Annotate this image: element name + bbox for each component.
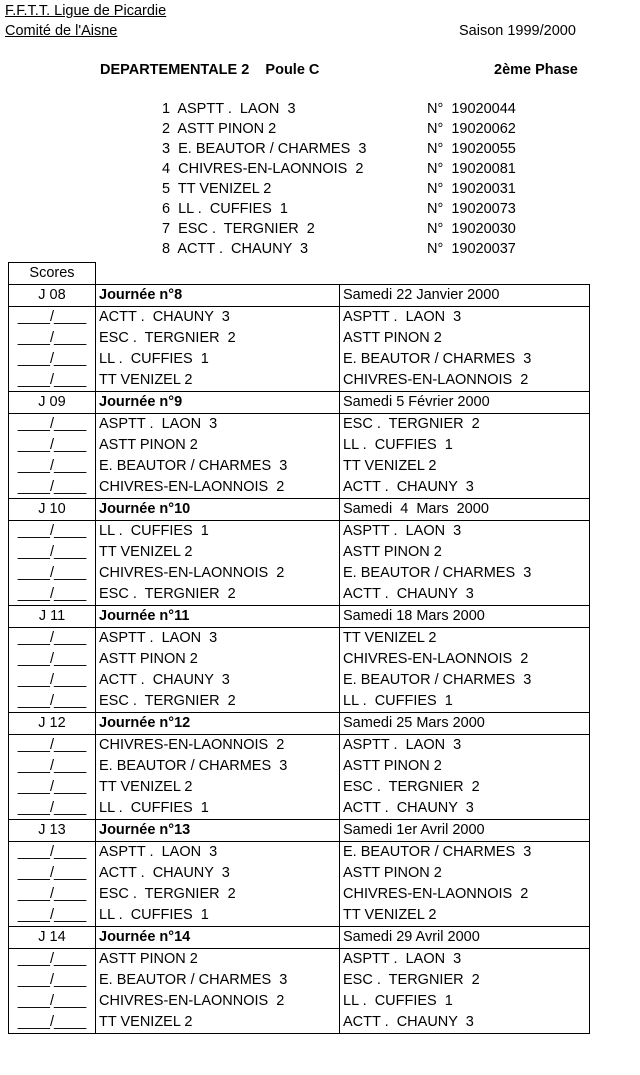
away-team: ASTT PINON 2 bbox=[340, 328, 590, 349]
match-row bbox=[9, 370, 590, 392]
away-team: CHIVRES-EN-LAONNOIS 2 bbox=[340, 649, 590, 670]
round-title: Journée n°12 bbox=[96, 713, 340, 735]
phase-label: 2ème Phase bbox=[494, 62, 578, 78]
round-title: Journée n°10 bbox=[96, 499, 340, 521]
score-blank: ____/____ bbox=[9, 798, 96, 820]
schedule-table bbox=[8, 262, 590, 1034]
round-code: J 08 bbox=[9, 285, 96, 307]
round-header-row bbox=[9, 927, 590, 949]
match-row bbox=[9, 477, 590, 499]
score-blank: ____/____ bbox=[9, 328, 96, 349]
round-date: Samedi 5 Février 2000 bbox=[340, 392, 590, 414]
away-team: ASTT PINON 2 bbox=[340, 542, 590, 563]
home-team: CHIVRES-EN-LAONNOIS 2 bbox=[96, 477, 340, 499]
round-date: Samedi 25 Mars 2000 bbox=[340, 713, 590, 735]
home-team: ASPTT . LAON 3 bbox=[96, 414, 340, 436]
away-team: TT VENIZEL 2 bbox=[340, 628, 590, 650]
team-number: N° 19020073 bbox=[427, 201, 516, 217]
round-header-row bbox=[9, 820, 590, 842]
home-team: ESC . TERGNIER 2 bbox=[96, 884, 340, 905]
home-team: ESC . TERGNIER 2 bbox=[96, 328, 340, 349]
division-title: DEPARTEMENTALE 2 Poule C bbox=[100, 62, 320, 78]
match-row bbox=[9, 584, 590, 606]
home-team: TT VENIZEL 2 bbox=[96, 777, 340, 798]
match-row bbox=[9, 435, 590, 456]
away-team: LL . CUFFIES 1 bbox=[340, 991, 590, 1012]
match-row bbox=[9, 949, 590, 971]
match-row bbox=[9, 349, 590, 370]
score-blank: ____/____ bbox=[9, 863, 96, 884]
team-entry bbox=[0, 201, 640, 221]
committee-title: Comité de l'Aisne bbox=[5, 23, 118, 39]
home-team: ESC . TERGNIER 2 bbox=[96, 691, 340, 713]
round-code: J 10 bbox=[9, 499, 96, 521]
round-header-row bbox=[9, 285, 590, 307]
team-entry bbox=[0, 101, 640, 121]
match-row bbox=[9, 735, 590, 757]
round-title: Journée n°9 bbox=[96, 392, 340, 414]
round-header-row bbox=[9, 499, 590, 521]
score-blank: ____/____ bbox=[9, 777, 96, 798]
empty-cell bbox=[96, 263, 340, 285]
away-team: CHIVRES-EN-LAONNOIS 2 bbox=[340, 884, 590, 905]
score-blank: ____/____ bbox=[9, 435, 96, 456]
away-team: ACTT . CHAUNY 3 bbox=[340, 1012, 590, 1034]
away-team: E. BEAUTOR / CHARMES 3 bbox=[340, 349, 590, 370]
match-row bbox=[9, 863, 590, 884]
away-team: CHIVRES-EN-LAONNOIS 2 bbox=[340, 370, 590, 392]
score-blank: ____/____ bbox=[9, 905, 96, 927]
round-header-row bbox=[9, 713, 590, 735]
away-team: ESC . TERGNIER 2 bbox=[340, 970, 590, 991]
round-header-row bbox=[9, 392, 590, 414]
home-team: ESC . TERGNIER 2 bbox=[96, 584, 340, 606]
team-number: N° 19020037 bbox=[427, 241, 516, 257]
team-entry bbox=[0, 121, 640, 141]
score-blank: ____/____ bbox=[9, 456, 96, 477]
team-name: 2 ASTT PINON 2 bbox=[162, 121, 277, 137]
home-team: CHIVRES-EN-LAONNOIS 2 bbox=[96, 563, 340, 584]
match-row bbox=[9, 991, 590, 1012]
score-blank: ____/____ bbox=[9, 370, 96, 392]
round-code: J 12 bbox=[9, 713, 96, 735]
away-team: ASPTT . LAON 3 bbox=[340, 307, 590, 329]
home-team: E. BEAUTOR / CHARMES 3 bbox=[96, 456, 340, 477]
match-row bbox=[9, 798, 590, 820]
score-blank: ____/____ bbox=[9, 949, 96, 971]
score-blank: ____/____ bbox=[9, 970, 96, 991]
round-title: Journée n°14 bbox=[96, 927, 340, 949]
score-blank: ____/____ bbox=[9, 563, 96, 584]
score-blank: ____/____ bbox=[9, 842, 96, 864]
team-name: 4 CHIVRES-EN-LAONNOIS 2 bbox=[162, 161, 364, 177]
scores-header-row bbox=[9, 263, 590, 285]
home-team: ASTT PINON 2 bbox=[96, 949, 340, 971]
match-row bbox=[9, 414, 590, 436]
team-entry bbox=[0, 181, 640, 201]
team-name: 7 ESC . TERGNIER 2 bbox=[162, 221, 315, 237]
round-title: Journée n°8 bbox=[96, 285, 340, 307]
home-team: E. BEAUTOR / CHARMES 3 bbox=[96, 756, 340, 777]
score-blank: ____/____ bbox=[9, 756, 96, 777]
match-row bbox=[9, 628, 590, 650]
match-row bbox=[9, 1012, 590, 1034]
match-row bbox=[9, 649, 590, 670]
round-code: J 11 bbox=[9, 606, 96, 628]
score-blank: ____/____ bbox=[9, 691, 96, 713]
empty-cell bbox=[340, 263, 590, 285]
round-date: Samedi 18 Mars 2000 bbox=[340, 606, 590, 628]
round-code: J 09 bbox=[9, 392, 96, 414]
away-team: E. BEAUTOR / CHARMES 3 bbox=[340, 842, 590, 864]
team-number: N° 19020081 bbox=[427, 161, 516, 177]
round-date: Samedi 4 Mars 2000 bbox=[340, 499, 590, 521]
home-team: CHIVRES-EN-LAONNOIS 2 bbox=[96, 735, 340, 757]
team-entry bbox=[0, 161, 640, 181]
away-team: ASPTT . LAON 3 bbox=[340, 521, 590, 543]
team-name: 3 E. BEAUTOR / CHARMES 3 bbox=[162, 141, 367, 157]
away-team: TT VENIZEL 2 bbox=[340, 456, 590, 477]
match-row bbox=[9, 691, 590, 713]
match-row bbox=[9, 756, 590, 777]
team-number: N° 19020055 bbox=[427, 141, 516, 157]
round-title: Journée n°13 bbox=[96, 820, 340, 842]
home-team: ASTT PINON 2 bbox=[96, 435, 340, 456]
round-code: J 13 bbox=[9, 820, 96, 842]
round-header-row bbox=[9, 606, 590, 628]
match-row bbox=[9, 542, 590, 563]
team-entry bbox=[0, 221, 640, 241]
away-team: LL . CUFFIES 1 bbox=[340, 435, 590, 456]
home-team: TT VENIZEL 2 bbox=[96, 1012, 340, 1034]
round-date: Samedi 1er Avril 2000 bbox=[340, 820, 590, 842]
score-blank: ____/____ bbox=[9, 735, 96, 757]
round-code: J 14 bbox=[9, 927, 96, 949]
score-blank: ____/____ bbox=[9, 670, 96, 691]
match-row bbox=[9, 456, 590, 477]
score-blank: ____/____ bbox=[9, 349, 96, 370]
away-team: E. BEAUTOR / CHARMES 3 bbox=[340, 670, 590, 691]
home-team: LL . CUFFIES 1 bbox=[96, 905, 340, 927]
round-title: Journée n°11 bbox=[96, 606, 340, 628]
home-team: E. BEAUTOR / CHARMES 3 bbox=[96, 970, 340, 991]
home-team: ACTT . CHAUNY 3 bbox=[96, 863, 340, 884]
away-team: ACTT . CHAUNY 3 bbox=[340, 798, 590, 820]
home-team: ASPTT . LAON 3 bbox=[96, 628, 340, 650]
match-row bbox=[9, 521, 590, 543]
score-blank: ____/____ bbox=[9, 477, 96, 499]
away-team: E. BEAUTOR / CHARMES 3 bbox=[340, 563, 590, 584]
match-row bbox=[9, 777, 590, 798]
home-team: LL . CUFFIES 1 bbox=[96, 521, 340, 543]
match-row bbox=[9, 563, 590, 584]
team-entry bbox=[0, 241, 640, 261]
match-row bbox=[9, 884, 590, 905]
score-blank: ____/____ bbox=[9, 307, 96, 329]
match-row bbox=[9, 328, 590, 349]
home-team: TT VENIZEL 2 bbox=[96, 542, 340, 563]
away-team: ESC . TERGNIER 2 bbox=[340, 414, 590, 436]
score-blank: ____/____ bbox=[9, 649, 96, 670]
score-blank: ____/____ bbox=[9, 1012, 96, 1034]
round-date: Samedi 29 Avril 2000 bbox=[340, 927, 590, 949]
season-label: Saison 1999/2000 bbox=[459, 23, 576, 39]
score-blank: ____/____ bbox=[9, 884, 96, 905]
away-team: LL . CUFFIES 1 bbox=[340, 691, 590, 713]
away-team: ESC . TERGNIER 2 bbox=[340, 777, 590, 798]
home-team: ASPTT . LAON 3 bbox=[96, 842, 340, 864]
away-team: ASTT PINON 2 bbox=[340, 756, 590, 777]
match-row bbox=[9, 842, 590, 864]
scores-header: Scores bbox=[9, 263, 96, 285]
team-name: 6 LL . CUFFIES 1 bbox=[162, 201, 288, 217]
away-team: ASPTT . LAON 3 bbox=[340, 949, 590, 971]
score-blank: ____/____ bbox=[9, 628, 96, 650]
team-name: 5 TT VENIZEL 2 bbox=[162, 181, 272, 197]
home-team: LL . CUFFIES 1 bbox=[96, 349, 340, 370]
match-row bbox=[9, 970, 590, 991]
home-team: ACTT . CHAUNY 3 bbox=[96, 670, 340, 691]
team-name: 1 ASPTT . LAON 3 bbox=[162, 101, 296, 117]
match-row bbox=[9, 670, 590, 691]
match-row bbox=[9, 307, 590, 329]
team-number: N° 19020044 bbox=[427, 101, 516, 117]
score-blank: ____/____ bbox=[9, 521, 96, 543]
home-team: LL . CUFFIES 1 bbox=[96, 798, 340, 820]
federation-title: F.F.T.T. Ligue de Picardie bbox=[5, 3, 167, 19]
team-name: 8 ACTT . CHAUNY 3 bbox=[162, 241, 309, 257]
score-blank: ____/____ bbox=[9, 414, 96, 436]
score-blank: ____/____ bbox=[9, 584, 96, 606]
round-date: Samedi 22 Janvier 2000 bbox=[340, 285, 590, 307]
home-team: TT VENIZEL 2 bbox=[96, 370, 340, 392]
away-team: ASPTT . LAON 3 bbox=[340, 735, 590, 757]
match-row bbox=[9, 905, 590, 927]
home-team: ASTT PINON 2 bbox=[96, 649, 340, 670]
score-blank: ____/____ bbox=[9, 991, 96, 1012]
away-team: ACTT . CHAUNY 3 bbox=[340, 477, 590, 499]
score-blank: ____/____ bbox=[9, 542, 96, 563]
team-number: N° 19020030 bbox=[427, 221, 516, 237]
away-team: TT VENIZEL 2 bbox=[340, 905, 590, 927]
away-team: ACTT . CHAUNY 3 bbox=[340, 584, 590, 606]
home-team: ACTT . CHAUNY 3 bbox=[96, 307, 340, 329]
home-team: CHIVRES-EN-LAONNOIS 2 bbox=[96, 991, 340, 1012]
team-number: N° 19020062 bbox=[427, 121, 516, 137]
away-team: ASTT PINON 2 bbox=[340, 863, 590, 884]
team-number: N° 19020031 bbox=[427, 181, 516, 197]
team-entry bbox=[0, 141, 640, 161]
